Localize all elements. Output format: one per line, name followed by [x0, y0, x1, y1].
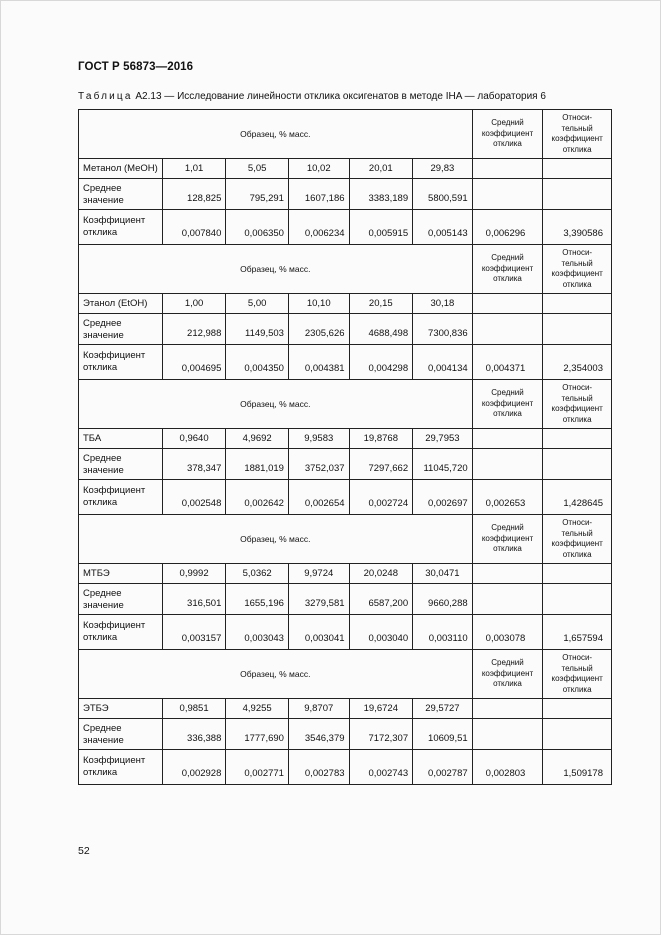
concentration-cell: 20,15 — [349, 294, 413, 314]
concentration-cell: 10,02 — [288, 159, 349, 179]
mean-label-cell: Среднее значение — [79, 584, 163, 615]
mean-label-cell: Среднее значение — [79, 314, 163, 345]
mean-value-cell: 378,347 — [162, 449, 226, 480]
mean-value-cell: 2305,626 — [288, 314, 349, 345]
avg-coef-header-cell: Средний коэффициент отклика — [472, 380, 543, 429]
compound-name-cell: ТБА — [79, 429, 163, 449]
avg-coefficient-cell: 0,002653 — [472, 480, 543, 515]
empty-cell — [472, 294, 543, 314]
compound-name-cell: МТБЭ — [79, 564, 163, 584]
empty-cell — [543, 179, 612, 210]
mean-value-cell: 316,501 — [162, 584, 226, 615]
mean-value-cell: 336,388 — [162, 719, 226, 750]
sample-header-cell: Образец, % масс. — [79, 650, 473, 699]
empty-cell — [472, 159, 543, 179]
concentration-cell: 4,9692 — [226, 429, 289, 449]
table-body — [79, 110, 612, 785]
empty-cell — [543, 314, 612, 345]
mean-value-cell: 212,988 — [162, 314, 226, 345]
mean-label-cell: Среднее значение — [79, 179, 163, 210]
coefficient-value-cell: 0,002771 — [226, 750, 289, 785]
avg-coefficient-cell: 0,004371 — [472, 345, 543, 380]
sample-header-cell: Образец, % масс. — [79, 110, 473, 159]
concentration-row — [79, 564, 612, 584]
concentration-cell: 29,83 — [413, 159, 473, 179]
coefficient-row — [79, 615, 612, 650]
concentration-cell: 19,8768 — [349, 429, 413, 449]
coefficient-row — [79, 750, 612, 785]
coefficient-row — [79, 480, 612, 515]
empty-cell — [543, 294, 612, 314]
coefficient-row — [79, 345, 612, 380]
empty-cell — [543, 564, 612, 584]
concentration-row — [79, 294, 612, 314]
concentration-cell: 29,7953 — [413, 429, 473, 449]
empty-cell — [472, 699, 543, 719]
coefficient-value-cell: 0,002724 — [349, 480, 413, 515]
sample-header-cell: Образец, % масс. — [79, 380, 473, 429]
concentration-cell: 9,9724 — [288, 564, 349, 584]
concentration-cell: 30,0471 — [413, 564, 473, 584]
rel-coef-header-cell: Относи-тельный коэффициент отклика — [543, 380, 612, 429]
mean-label-cell: Среднее значение — [79, 719, 163, 750]
mean-value-cell: 1881,019 — [226, 449, 289, 480]
mean-value-cell: 9660,288 — [413, 584, 473, 615]
coefficient-value-cell: 0,005143 — [413, 210, 473, 245]
rel-coef-header-cell: Относи-тельный коэффициент отклика — [543, 650, 612, 699]
coefficient-value-cell: 0,007840 — [162, 210, 226, 245]
empty-cell — [472, 179, 543, 210]
mean-value-cell: 7172,307 — [349, 719, 413, 750]
concentration-cell: 5,05 — [226, 159, 289, 179]
coefficient-value-cell: 0,003043 — [226, 615, 289, 650]
coefficient-value-cell: 0,002548 — [162, 480, 226, 515]
header-row — [79, 380, 612, 429]
mean-label-cell: Среднее значение — [79, 449, 163, 480]
avg-coef-header-cell: Средний коэффициент отклика — [472, 110, 543, 159]
mean-value-cell: 1655,196 — [226, 584, 289, 615]
rel-coefficient-cell: 3,390586 — [543, 210, 612, 245]
concentration-cell: 19,6724 — [349, 699, 413, 719]
concentration-cell: 4,9255 — [226, 699, 289, 719]
header-row — [79, 515, 612, 564]
coefficient-value-cell: 0,003110 — [413, 615, 473, 650]
coefficient-value-cell: 0,002787 — [413, 750, 473, 785]
rel-coefficient-cell: 2,354003 — [543, 345, 612, 380]
coefficient-value-cell: 0,003041 — [288, 615, 349, 650]
concentration-row — [79, 429, 612, 449]
mean-value-cell: 11045,720 — [413, 449, 473, 480]
coefficient-value-cell: 0,002642 — [226, 480, 289, 515]
mean-row — [79, 449, 612, 480]
table-caption-prefix: Таблица — [78, 91, 133, 102]
empty-cell — [543, 429, 612, 449]
avg-coefficient-cell: 0,003078 — [472, 615, 543, 650]
mean-value-cell: 3383,189 — [349, 179, 413, 210]
coefficient-label-cell: Коэффициент отклика — [79, 345, 163, 380]
empty-cell — [543, 449, 612, 480]
concentration-row — [79, 159, 612, 179]
table-caption-text: А2.13 — Исследование линейности отклика оксигенатов в методе IHA — лаборатория 6 — [135, 91, 546, 102]
coefficient-value-cell: 0,003157 — [162, 615, 226, 650]
sample-header-cell: Образец, % масс. — [79, 515, 473, 564]
mean-value-cell: 7300,836 — [413, 314, 473, 345]
page-number: 52 — [78, 845, 90, 857]
rel-coefficient-cell: 1,509178 — [543, 750, 612, 785]
concentration-cell: 5,0362 — [226, 564, 289, 584]
coefficient-value-cell: 0,004695 — [162, 345, 226, 380]
rel-coef-header-cell: Относи-тельный коэффициент отклика — [543, 515, 612, 564]
linearity-table — [78, 109, 612, 785]
avg-coefficient-cell: 0,002803 — [472, 750, 543, 785]
coefficient-value-cell: 0,002743 — [349, 750, 413, 785]
mean-row — [79, 719, 612, 750]
coefficient-label-cell: Коэффициент отклика — [79, 480, 163, 515]
mean-value-cell: 4688,498 — [349, 314, 413, 345]
mean-value-cell: 5800,591 — [413, 179, 473, 210]
coefficient-value-cell: 0,004350 — [226, 345, 289, 380]
concentration-cell: 0,9992 — [162, 564, 226, 584]
coefficient-value-cell: 0,002783 — [288, 750, 349, 785]
mean-value-cell: 3279,581 — [288, 584, 349, 615]
header-row — [79, 650, 612, 699]
rel-coefficient-cell: 1,657594 — [543, 615, 612, 650]
empty-cell — [543, 719, 612, 750]
mean-value-cell: 1149,503 — [226, 314, 289, 345]
coefficient-value-cell: 0,002654 — [288, 480, 349, 515]
mean-row — [79, 314, 612, 345]
avg-coef-header-cell: Средний коэффициент отклика — [472, 650, 543, 699]
mean-value-cell: 795,291 — [226, 179, 289, 210]
coefficient-value-cell: 0,002928 — [162, 750, 226, 785]
avg-coefficient-cell: 0,006296 — [472, 210, 543, 245]
concentration-cell: 0,9851 — [162, 699, 226, 719]
compound-name-cell: Метанол (MeOH) — [79, 159, 163, 179]
concentration-cell: 0,9640 — [162, 429, 226, 449]
mean-value-cell: 3752,037 — [288, 449, 349, 480]
sample-header-cell: Образец, % масс. — [79, 245, 473, 294]
concentration-cell: 30,18 — [413, 294, 473, 314]
coefficient-value-cell: 0,004298 — [349, 345, 413, 380]
coefficient-value-cell: 0,006234 — [288, 210, 349, 245]
mean-value-cell: 1607,186 — [288, 179, 349, 210]
concentration-row — [79, 699, 612, 719]
mean-value-cell: 3546,379 — [288, 719, 349, 750]
mean-value-cell: 6587,200 — [349, 584, 413, 615]
empty-cell — [543, 699, 612, 719]
empty-cell — [472, 449, 543, 480]
standard-designation: ГОСТ Р 56873—2016 — [78, 61, 194, 73]
rel-coef-header-cell: Относи-тельный коэффициент отклика — [543, 245, 612, 294]
mean-value-cell: 10609,51 — [413, 719, 473, 750]
avg-coef-header-cell: Средний коэффициент отклика — [472, 245, 543, 294]
concentration-cell: 9,9583 — [288, 429, 349, 449]
empty-cell — [543, 159, 612, 179]
concentration-cell: 9,8707 — [288, 699, 349, 719]
coefficient-label-cell: Коэффициент отклика — [79, 210, 163, 245]
concentration-cell: 1,00 — [162, 294, 226, 314]
rel-coefficient-cell: 1,428645 — [543, 480, 612, 515]
concentration-cell: 10,10 — [288, 294, 349, 314]
empty-cell — [472, 314, 543, 345]
coefficient-value-cell: 0,005915 — [349, 210, 413, 245]
coefficient-value-cell: 0,004134 — [413, 345, 473, 380]
empty-cell — [472, 719, 543, 750]
mean-value-cell: 128,825 — [162, 179, 226, 210]
concentration-cell: 1,01 — [162, 159, 226, 179]
concentration-cell: 20,0248 — [349, 564, 413, 584]
compound-name-cell: ЭТБЭ — [79, 699, 163, 719]
coefficient-row — [79, 210, 612, 245]
header-row — [79, 110, 612, 159]
mean-value-cell: 1777,690 — [226, 719, 289, 750]
mean-value-cell: 7297,662 — [349, 449, 413, 480]
header-row — [79, 245, 612, 294]
mean-row — [79, 584, 612, 615]
mean-row — [79, 179, 612, 210]
empty-cell — [472, 584, 543, 615]
concentration-cell: 20,01 — [349, 159, 413, 179]
coefficient-label-cell: Коэффициент отклика — [79, 615, 163, 650]
coefficient-value-cell: 0,003040 — [349, 615, 413, 650]
empty-cell — [472, 429, 543, 449]
empty-cell — [543, 584, 612, 615]
coefficient-value-cell: 0,006350 — [226, 210, 289, 245]
table-caption — [78, 91, 546, 102]
coefficient-value-cell: 0,002697 — [413, 480, 473, 515]
concentration-cell: 5,00 — [226, 294, 289, 314]
concentration-cell: 29,5727 — [413, 699, 473, 719]
compound-name-cell: Этанол (EtOH) — [79, 294, 163, 314]
avg-coef-header-cell: Средний коэффициент отклика — [472, 515, 543, 564]
empty-cell — [472, 564, 543, 584]
coefficient-value-cell: 0,004381 — [288, 345, 349, 380]
rel-coef-header-cell: Относи-тельный коэффициент отклика — [543, 110, 612, 159]
coefficient-label-cell: Коэффициент отклика — [79, 750, 163, 785]
